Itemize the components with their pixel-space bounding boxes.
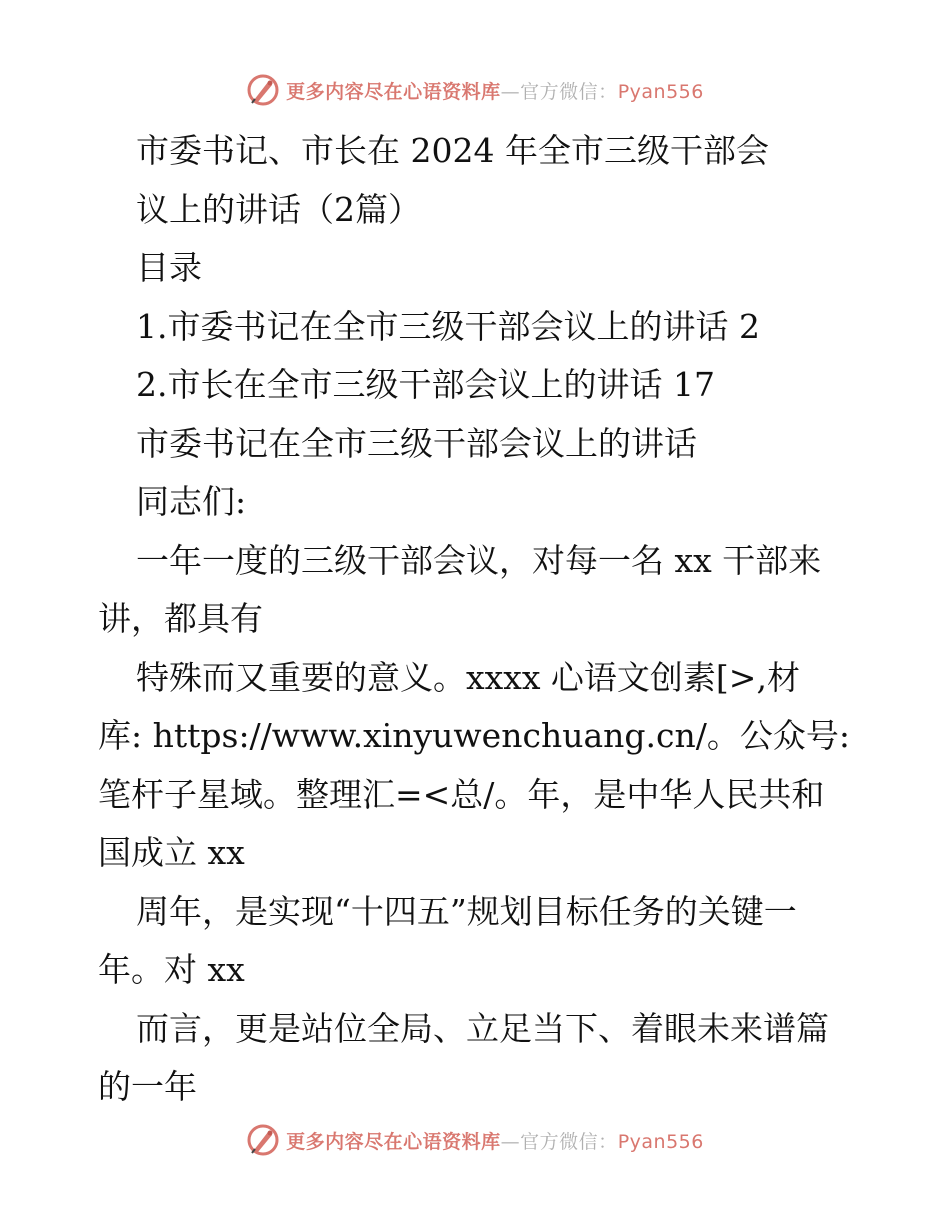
feather-pen-icon	[246, 1123, 280, 1157]
watermark-text	[286, 1127, 704, 1154]
paragraph-line: 讲，都具有	[98, 599, 263, 638]
paragraph-line: 笔杆子星域。整理汇=<总/。年，是中华人民共和	[98, 774, 825, 814]
paragraph-line: 国成立 xx	[98, 833, 245, 872]
doc-title-line-1: 市委书记、市长在 2024 年全市三级干部会	[136, 131, 769, 170]
paragraph-line: 的一年	[98, 1067, 197, 1106]
watermark-main: 更多内容尽在心语资料库	[286, 80, 501, 103]
paragraph-line: 年。对 xx	[98, 950, 245, 989]
salutation: 同志们:	[136, 482, 247, 521]
paragraph-line: 而言，更是站位全局、立足当下、着眼未来谱篇	[136, 1008, 829, 1048]
section-title: 市委书记在全市三级干部会议上的讲话	[136, 423, 697, 463]
footer-watermark	[0, 1120, 950, 1160]
paragraph-line: 特殊而又重要的意义。xxxx 心语文创素[>,材	[136, 657, 800, 697]
document-body	[98, 122, 858, 1117]
watermark-wechat-label: 官方微信：	[520, 1130, 618, 1153]
watermark-main: 更多内容尽在心语资料库	[286, 1130, 501, 1153]
paragraph-line: 库: https://www.xinyuwenchuang.cn/。公众号:	[98, 716, 850, 755]
doc-title-line-2: 议上的讲话（2篇）	[136, 189, 421, 229]
toc-heading: 目录	[136, 248, 202, 287]
watermark-separator: —	[500, 80, 521, 103]
feather-pen-icon	[246, 73, 280, 107]
watermark-wechat-id: Pyan556	[617, 80, 704, 103]
paragraph-line: 一年一度的三级干部会议，对每一名 xx 干部来	[136, 540, 822, 580]
paragraph-line: 周年，是实现“十四五”规划目标任务的关键一	[136, 891, 797, 931]
toc-item-1: 1.市委书记在全市三级干部会议上的讲话 2	[136, 306, 760, 346]
watermark-separator: —	[500, 1130, 521, 1153]
toc-item-2: 2.市长在全市三级干部会议上的讲话 17	[136, 365, 715, 404]
watermark-wechat-label: 官方微信：	[520, 80, 618, 103]
header-watermark	[0, 70, 950, 110]
watermark-wechat-id: Pyan556	[617, 1130, 704, 1153]
watermark-text	[286, 77, 704, 104]
